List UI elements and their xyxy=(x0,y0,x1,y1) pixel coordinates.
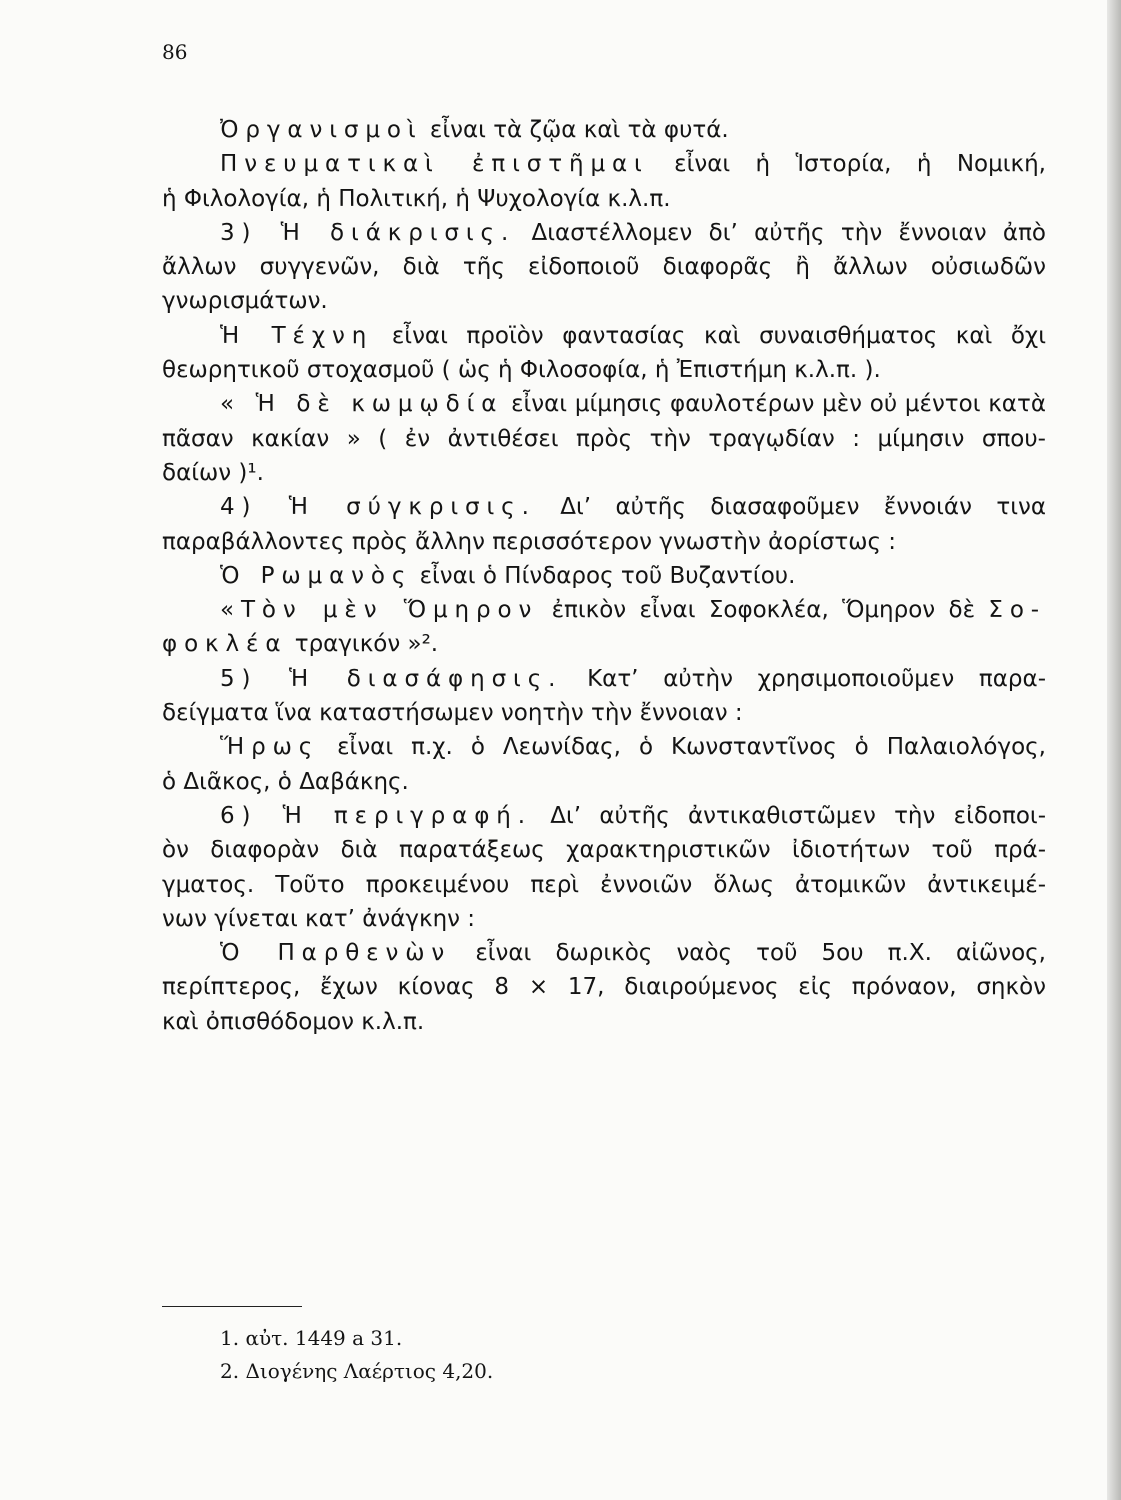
text-line: Ὁ Παρθενὼν εἶναι δωρικὸς ναὸς τοῦ 5ου π.Χ. αἰῶνος, xyxy=(220,940,1046,967)
text-line: 6) Ἡ περιγραφή. Δι’ αὐτῆς ἀντικαθιστῶμεν τὴν εἰδοποι- xyxy=(220,802,1046,829)
section-heading: 6) Ἡ περιγραφή. xyxy=(220,802,532,829)
spaced-term: « Ἡ δὲ κωμῳδία xyxy=(220,391,504,418)
text-line: θεωρητικοῦ στοχασμοῦ ( ὡς ἡ Φιλοσοφία, ἡ Ἐπιστήμη κ.λ.π. ). xyxy=(162,357,881,384)
text-line: 4) Ἡ σύγκρισις. Δι’ αὐτῆς διασαφοῦμεν ἔννοιάν τινα xyxy=(220,494,1046,521)
body-text xyxy=(162,113,1046,1039)
text-line: γματος. Τοῦτο προκειμένου περὶ ἐννοιῶν ὅλως ἀτομικῶν ἀντικειμέ- xyxy=(162,871,1046,898)
text-line: Ἡ Τέχνη εἶναι προϊὸν φαντασίας καὶ συναισθήματος καὶ ὄχι xyxy=(220,322,1046,349)
text-line: ὸν διαφορὰν διὰ παρατάξεως χαρακτηριστικῶν ἰδιοτήτων τοῦ πρά- xyxy=(162,837,1046,864)
text-line: γνωρισμάτων. xyxy=(162,288,328,315)
spaced-term: Ἥρως xyxy=(220,734,320,761)
text-line: παραβάλλοντες πρὸς ἄλλην περισσότερον γνωστὴν ἀορίστως : xyxy=(162,528,897,555)
text-line: 3) Ἡ διάκρισις. Διαστέλλομεν δι’ αὐτῆς τὴν ἔννοιαν ἀπὸ xyxy=(220,219,1046,246)
text-line: 5) Ἡ διασάφησις. Κατ’ αὐτὴν χρησιμοποιοῦμεν παρα- xyxy=(220,665,1046,692)
text-line: δείγματα ἵνα καταστήσωμεν νοητὴν τὴν ἔννοιαν : xyxy=(162,700,743,727)
spaced-term: Σο- xyxy=(988,597,1046,624)
page-edge-shadow xyxy=(1107,0,1121,1500)
text-line: νων γίνεται κατ’ ἀνάγκην : xyxy=(162,905,476,932)
section-heading: 3) Ἡ διάκρισις. xyxy=(220,219,516,246)
text-line: περίπτερος, ἔχων κίονας 8 × 17, διαιρούμενος εἰς πρόναον, σηκὸν xyxy=(162,974,1046,1001)
footnote-2: 2. Διογένης Λαέρτιος 4,20. xyxy=(220,1359,494,1383)
section-heading: 5) Ἡ διασάφησις. xyxy=(220,665,563,692)
spaced-term: «Τὸν μὲν Ὅμηρον xyxy=(220,597,539,624)
spaced-term: Ἡ Τέχνη xyxy=(220,322,374,349)
page-number: 86 xyxy=(162,40,188,64)
spaced-term: Πνευματικαὶ ἐπιστῆμαι xyxy=(220,151,649,178)
text-line: Πνευματικαὶ ἐπιστῆμαι εἶναι ἡ Ἱστορία, ἡ Νομική, xyxy=(220,151,1046,178)
text-line: «Τὸν μὲν Ὅμηρον ἐπικὸν εἶναι Σοφοκλέα, Ὅμηρον δὲ Σο- xyxy=(220,597,1046,624)
text-line: φοκλέα τραγικόν »². xyxy=(162,631,439,658)
section-heading: 4) Ἡ σύγκρισις. xyxy=(220,494,536,521)
text-line: δαίων )¹. xyxy=(162,459,264,486)
spaced-term: Ὀργανισμοὶ xyxy=(220,117,423,143)
text-line: ἄλλων συγγενῶν, διὰ τῆς εἰδοποιοῦ διαφορᾶς ἢ ἄλλων οὐσιωδῶν xyxy=(162,254,1046,281)
text-line: ὁ Διᾶκος, ὁ Δαβάκης. xyxy=(162,768,409,795)
footnote-1: 1. αὐτ. 1449 a 31. xyxy=(220,1326,403,1350)
spaced-term: φοκλέα xyxy=(162,631,288,658)
spaced-term: Ὁ Ρωμανὸς xyxy=(220,562,413,589)
text-line: « Ἡ δὲ κωμῳδία εἶναι μίμησις φαυλοτέρων μὲν οὐ μέντοι κατὰ xyxy=(220,391,1046,418)
spaced-term: Ὁ Παρθενὼν xyxy=(220,940,452,967)
footnote-divider xyxy=(162,1306,302,1307)
text-line: ἡ Φιλολογία, ἡ Πολιτική, ἡ Ψυχολογία κ.λ.π. xyxy=(162,185,671,212)
text-line: Ὁ Ρωμανὸς εἶναι ὁ Πίνδαρος τοῦ Βυζαντίου. xyxy=(220,562,796,589)
text-line: Ὀργανισμοὶ εἶναι τὰ ζῷα καὶ τὰ φυτά. xyxy=(220,117,729,143)
text-line: πᾶσαν κακίαν » ( ἐν ἀντιθέσει πρὸς τὴν τραγῳδίαν : μίμησιν σπου- xyxy=(162,425,1046,452)
footnotes xyxy=(220,1322,493,1388)
text-line: καὶ ὀπισθόδομον κ.λ.π. xyxy=(162,1008,425,1035)
text-line: Ἥρως εἶναι π.χ. ὁ Λεωνίδας, ὁ Κωνσταντῖνος ὁ Παλαιολόγος, xyxy=(220,734,1046,761)
